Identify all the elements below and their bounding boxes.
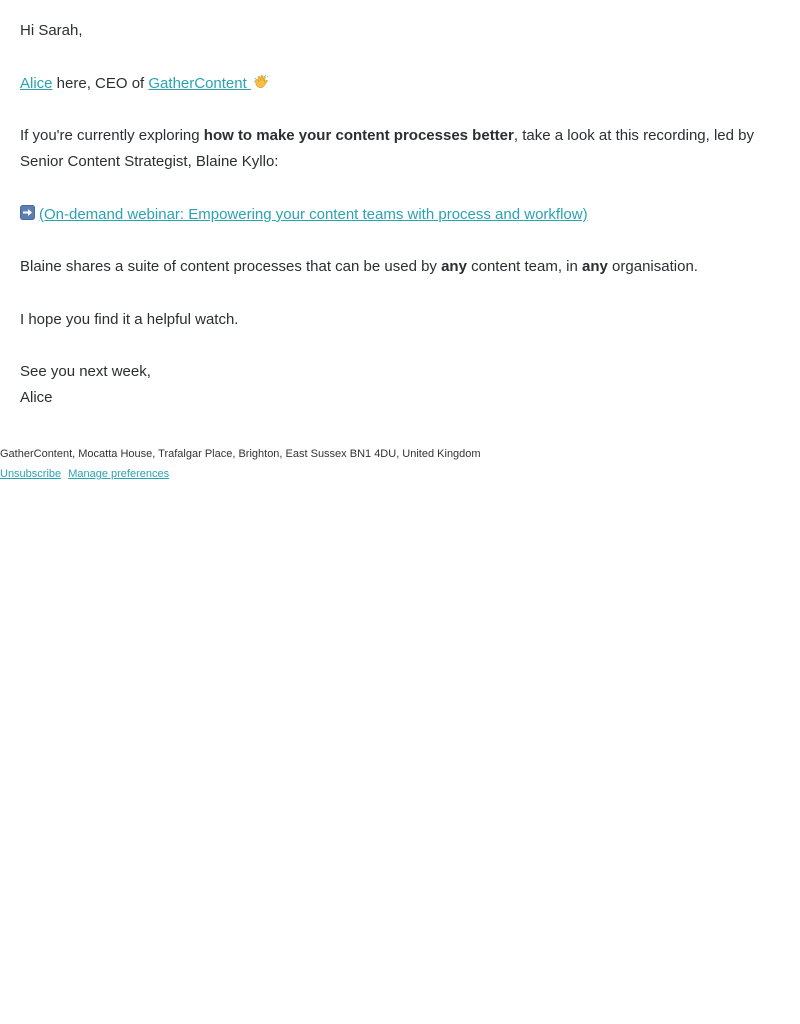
right-arrow-icon bbox=[20, 205, 35, 220]
gathercontent-link-label: GatherContent bbox=[148, 75, 247, 92]
footer-links bbox=[0, 466, 481, 482]
exploring-paragraph bbox=[20, 123, 770, 175]
shares-part2: content team, in bbox=[466, 258, 583, 275]
exploring-after: , take a look at this recording, led by Senior Content Strategist, Blaine Kyllo: bbox=[20, 127, 754, 170]
intro-paragraph bbox=[20, 71, 269, 97]
email-footer bbox=[0, 446, 481, 482]
webinar-link[interactable]: (On-demand webinar: Empowering your content teams with process and workflow) bbox=[39, 206, 588, 223]
greeting: Hi Sarah, bbox=[20, 22, 83, 39]
signature: Alice bbox=[20, 389, 53, 406]
shares-part3: organisation. bbox=[607, 258, 698, 275]
waving-hand-icon bbox=[253, 72, 269, 88]
unsubscribe-link[interactable]: Unsubscribe bbox=[0, 468, 62, 480]
shares-paragraph bbox=[20, 254, 698, 280]
signoff-paragraph bbox=[20, 359, 151, 411]
intro-middle-text: here, CEO of bbox=[52, 75, 149, 92]
exploring-bold: how to make your content processes better bbox=[203, 127, 514, 144]
gathercontent-link[interactable] bbox=[148, 75, 269, 92]
footer-address: GatherContent, Mocatta House, Trafalgar Place, Brighton, East Sussex BN1 4DU, United Kingdom bbox=[0, 448, 481, 460]
shares-part1: Blaine shares a suite of content processes that can be used by bbox=[20, 258, 442, 275]
shares-bold1: any bbox=[441, 258, 467, 275]
signoff-line: See you next week, bbox=[20, 363, 151, 380]
exploring-before: If you're currently exploring bbox=[20, 127, 204, 144]
shares-bold2: any bbox=[582, 258, 608, 275]
hope-paragraph: I hope you find it a helpful watch. bbox=[20, 311, 239, 328]
manage-preferences-link[interactable]: Manage preferences bbox=[68, 468, 170, 480]
webinar-paragraph bbox=[20, 202, 588, 228]
alice-link[interactable]: Alice bbox=[20, 75, 53, 92]
